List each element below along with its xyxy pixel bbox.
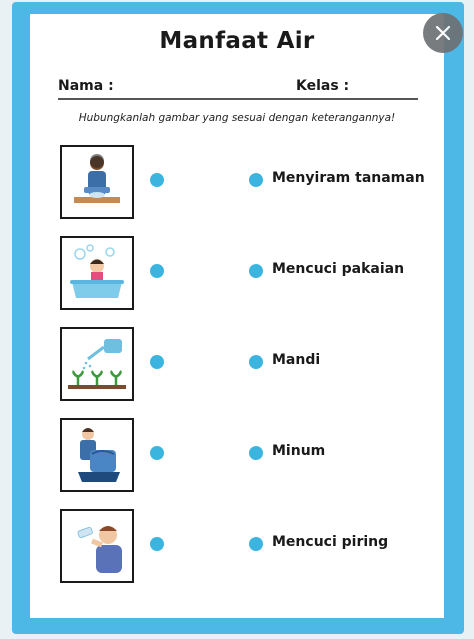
match-label: Mencuci pakaian <box>272 261 405 277</box>
close-button[interactable] <box>423 13 463 53</box>
matching-row <box>30 145 444 219</box>
match-dot-right[interactable] <box>249 264 263 278</box>
match-dot-right[interactable] <box>249 537 263 551</box>
matching-row <box>30 509 444 583</box>
person-washing-dishes-icon <box>60 145 134 219</box>
match-label: Minum <box>272 443 326 459</box>
matching-row <box>30 327 444 401</box>
match-label: Menyiram tanaman <box>272 170 425 186</box>
person-drinking-icon <box>60 509 134 583</box>
match-dot-left[interactable] <box>150 537 164 551</box>
matching-row <box>30 236 444 310</box>
worksheet-sheet <box>30 14 444 618</box>
watering-plants-icon <box>60 327 134 401</box>
match-dot-right[interactable] <box>249 355 263 369</box>
match-dot-left[interactable] <box>150 264 164 278</box>
match-label: Mencuci piring <box>272 534 389 550</box>
match-dot-right[interactable] <box>249 173 263 187</box>
name-class-line <box>58 76 418 100</box>
match-dot-left[interactable] <box>150 446 164 460</box>
matching-row <box>30 418 444 492</box>
person-washing-clothes-icon <box>60 418 134 492</box>
child-bathing-icon <box>60 236 134 310</box>
match-label: Mandi <box>272 352 321 368</box>
class-label: Kelas : <box>296 78 350 94</box>
match-dot-left[interactable] <box>150 173 164 187</box>
match-dot-left[interactable] <box>150 355 164 369</box>
instruction-text: Hubungkanlah gambar yang sesuai dengan keterangannya! <box>78 112 396 124</box>
close-icon <box>435 25 451 41</box>
worksheet-title: Manfaat Air <box>159 28 315 54</box>
match-dot-right[interactable] <box>249 446 263 460</box>
name-label: Nama : <box>58 78 114 94</box>
